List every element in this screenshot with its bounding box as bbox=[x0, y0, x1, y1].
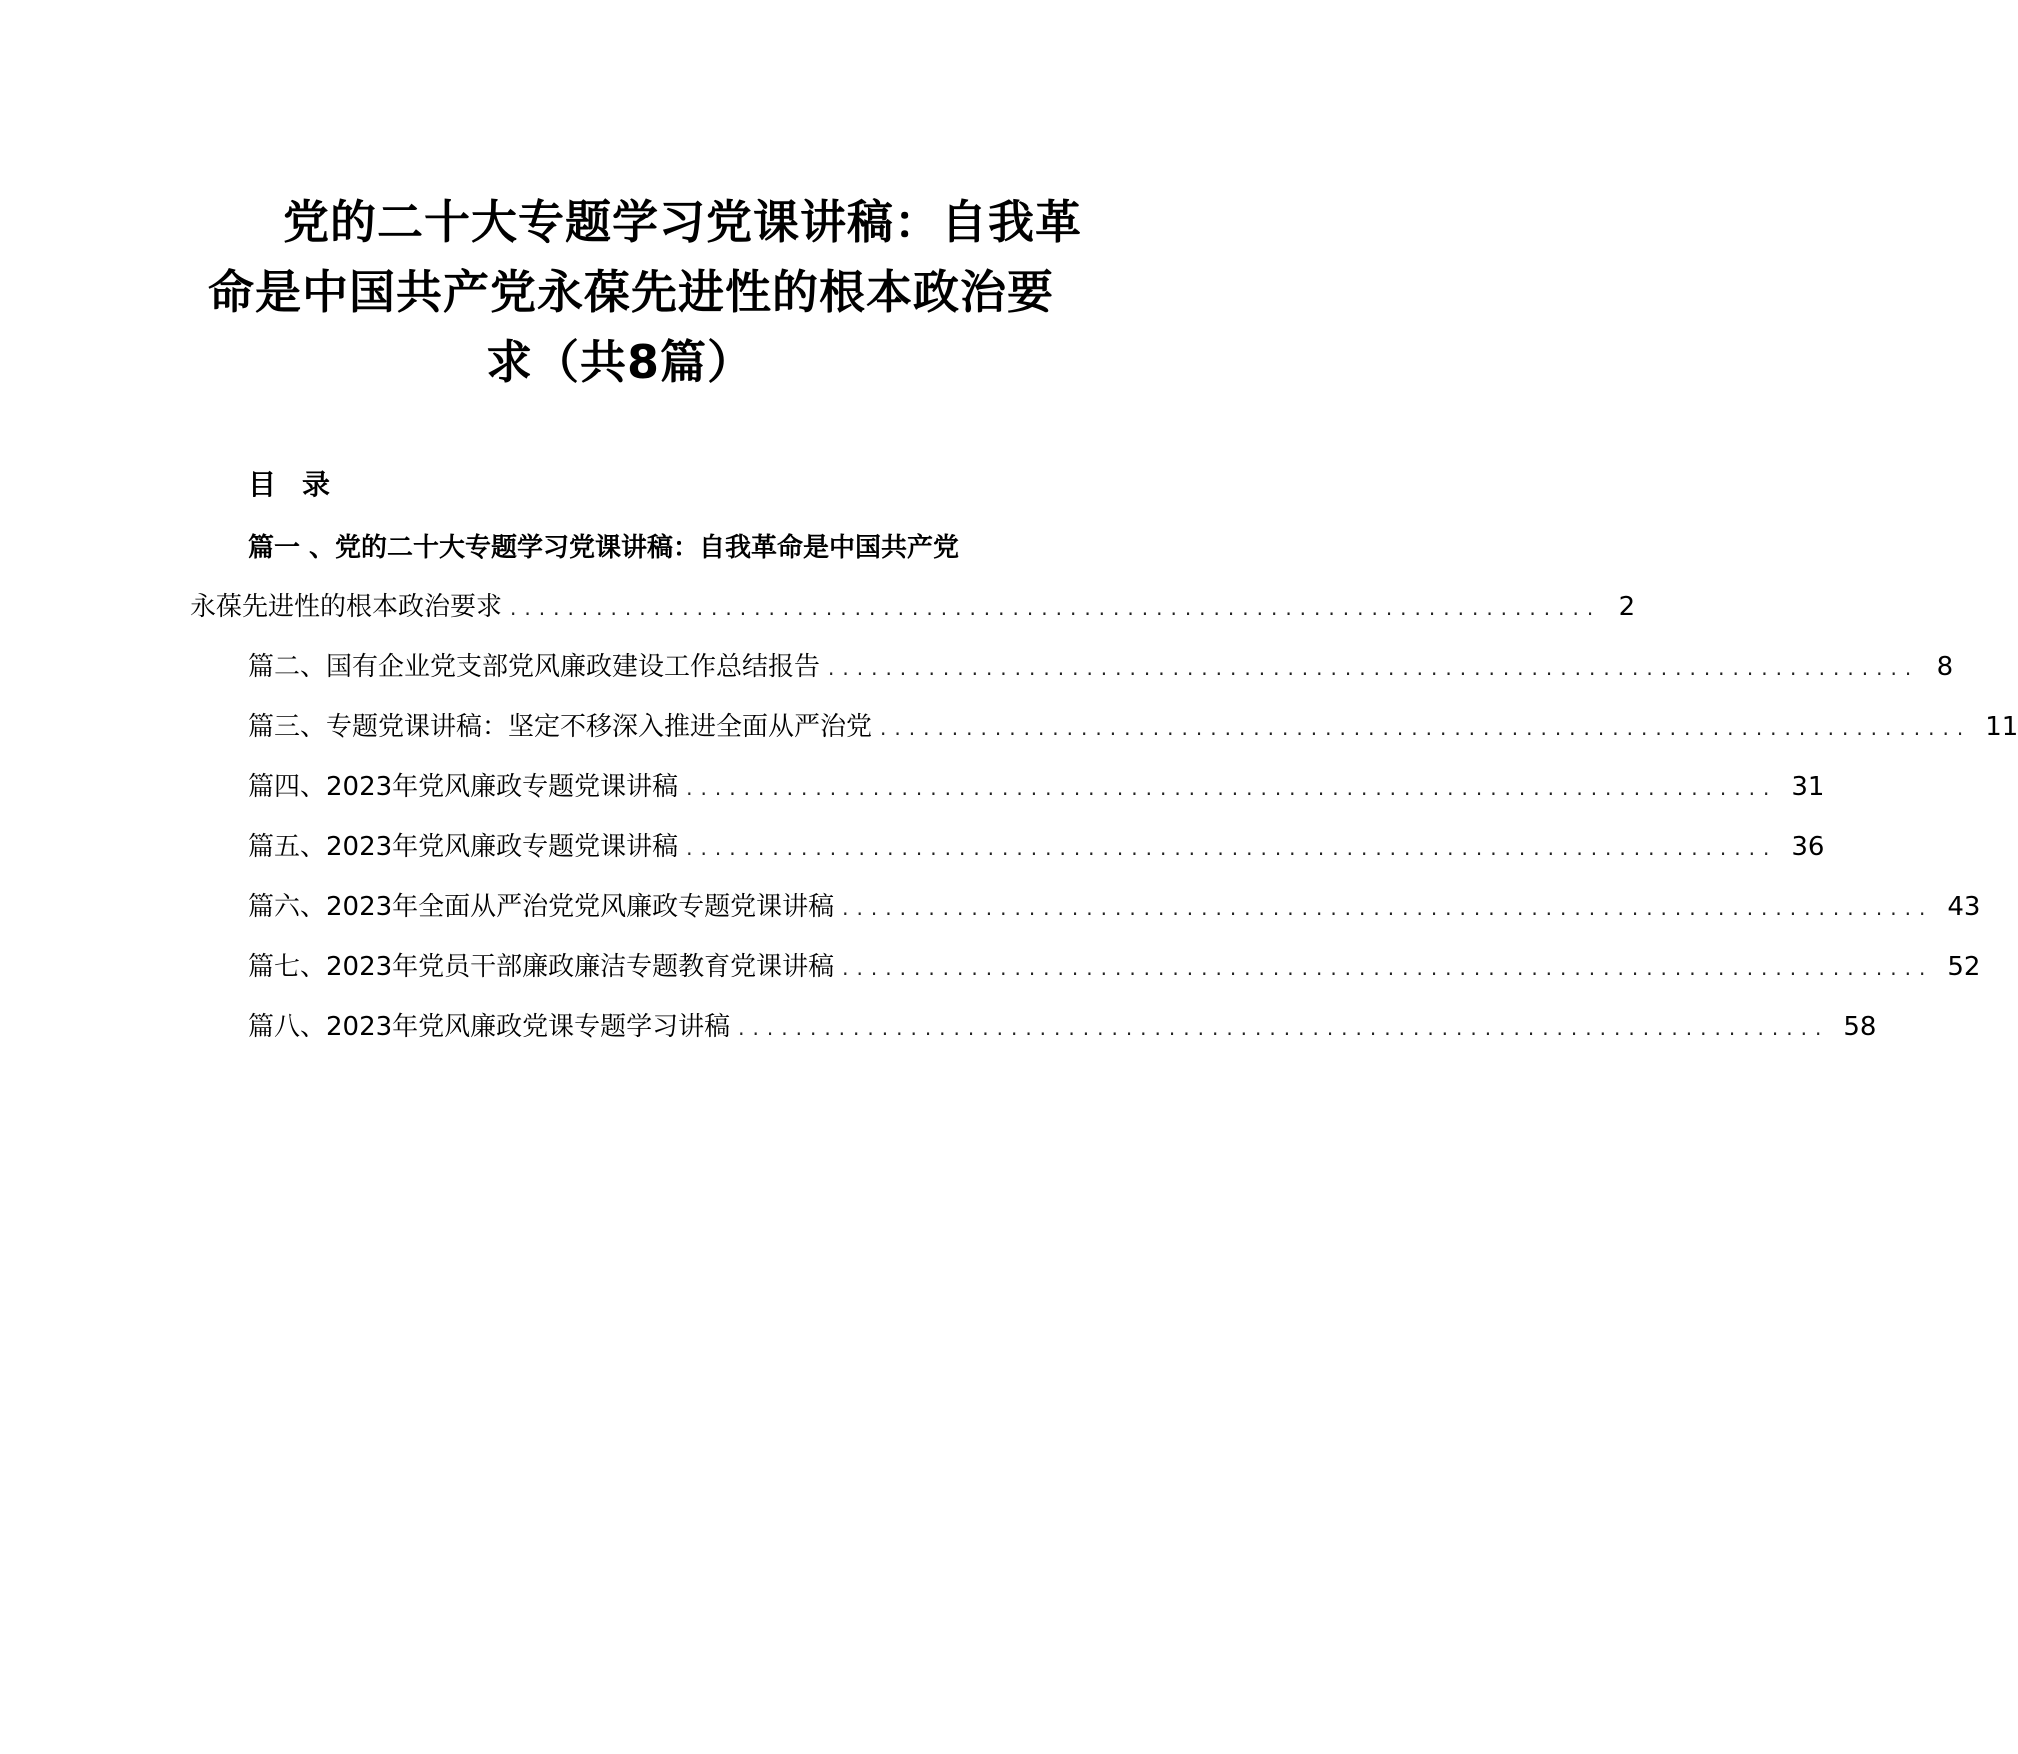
document-title-line-2: 命是中国共产党永葆先进性的根本政治要 bbox=[208, 265, 1054, 319]
toc-entry-7[interactable] bbox=[248, 946, 1981, 986]
toc-entry-title: 篇五、2023年党风廉政专题党课讲稿 bbox=[248, 832, 679, 862]
toc-entry-2[interactable] bbox=[248, 646, 1954, 686]
toc-entry-title: 篇七、2023年党员干部廉政廉洁专题教育党课讲稿 bbox=[248, 952, 835, 982]
toc-page-number: 31 bbox=[1791, 772, 1825, 802]
toc-leader-dots: ............................................................................ bbox=[842, 956, 1934, 980]
toc-leader-dots: ............................................................................ bbox=[686, 836, 1778, 860]
toc-entry-5[interactable] bbox=[248, 826, 1825, 866]
toc-page-number: 8 bbox=[1936, 652, 1954, 682]
toc-entry-4[interactable] bbox=[248, 766, 1825, 806]
toc-leader-dots: ............................................................................ bbox=[738, 1016, 1830, 1040]
toc-page-number: 43 bbox=[1947, 892, 1981, 922]
toc-entry-title: 永葆先进性的根本政治要求 bbox=[190, 592, 503, 622]
toc-leader-dots: ............................................................................ bbox=[686, 776, 1778, 800]
toc-entry-title: 篇二、国有企业党支部党风廉政建设工作总结报告 bbox=[248, 652, 821, 682]
toc-entry-8[interactable] bbox=[248, 1006, 1877, 1046]
toc-entry-title: 篇三、专题党课讲稿：坚定不移深入推进全面从严治党 bbox=[248, 712, 873, 742]
toc-entry-3[interactable] bbox=[248, 706, 2018, 746]
toc-leader-dots: ............................................................................ bbox=[828, 656, 1920, 680]
toc-entry-title: 篇四、2023年党风廉政专题党课讲稿 bbox=[248, 772, 679, 802]
toc-page-number: 2 bbox=[1618, 592, 1636, 622]
document-title-line-3: 求（共8篇） bbox=[485, 335, 754, 389]
toc-entry-1-title-bold[interactable]: 篇一 、党的二十大专题学习党课讲稿：自我革命是中国共产党 bbox=[248, 533, 960, 563]
toc-entry-title: 篇六、2023年全面从严治党党风廉政专题党课讲稿 bbox=[248, 892, 835, 922]
toc-page-number: 36 bbox=[1791, 832, 1825, 862]
document-title-line-1: 党的二十大专题学习党课讲稿：自我革 bbox=[283, 195, 1082, 249]
toc-entry-1[interactable] bbox=[190, 586, 1636, 626]
toc-entry-6[interactable] bbox=[248, 886, 1981, 926]
toc-page-number: 11 bbox=[1985, 712, 2018, 742]
toc-entry-title: 篇八、2023年党风廉政党课专题学习讲稿 bbox=[248, 1012, 731, 1042]
toc-leader-dots: ............................................................................ bbox=[880, 716, 1972, 740]
toc-page-number: 58 bbox=[1843, 1012, 1877, 1042]
toc-leader-dots: ............................................................................ bbox=[510, 596, 1602, 620]
toc-heading: 目录 bbox=[248, 468, 357, 501]
toc-page-number: 52 bbox=[1947, 952, 1981, 982]
toc-leader-dots: ............................................................................ bbox=[842, 896, 1934, 920]
